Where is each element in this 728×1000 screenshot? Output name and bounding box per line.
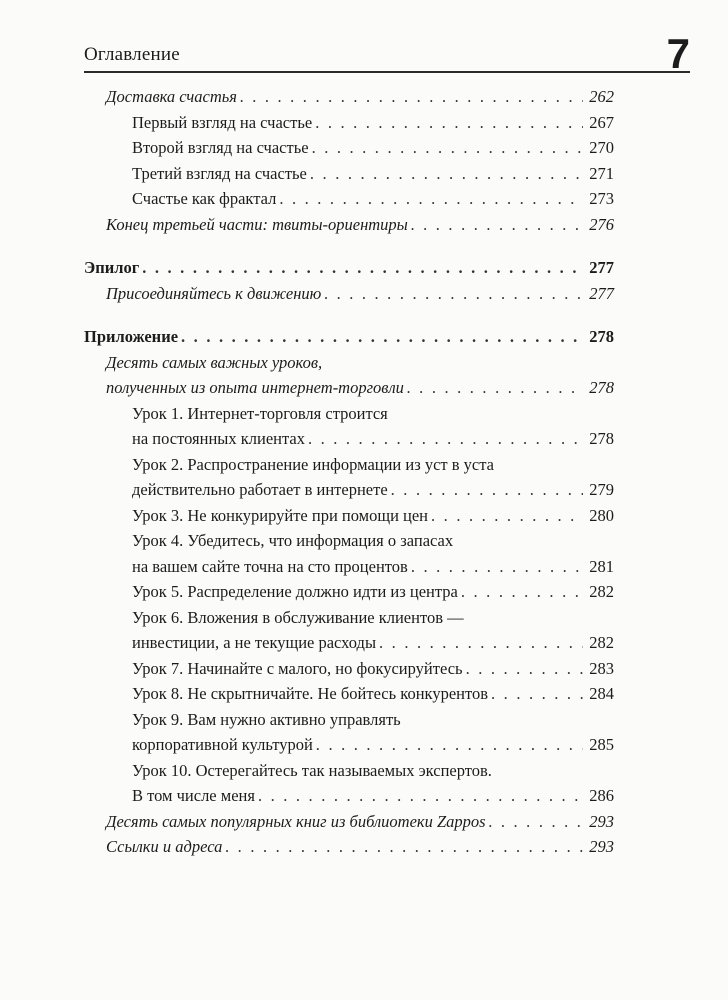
toc-entry-label: Урок 8. Не скрытничайте. Не бойтесь конкурентов: [132, 684, 489, 703]
toc-entry-line: Десять самых важных уроков,: [106, 352, 323, 372]
toc-entry-label: Второй взгляд на счастье: [132, 138, 309, 157]
toc-entry-page: 284: [589, 684, 614, 703]
toc-entry-label: полученных из опыта интернет-торговли: [106, 378, 404, 397]
toc-entry[interactable]: [84, 656, 614, 682]
dot-leader: [491, 681, 583, 707]
toc-entry-page: 280: [589, 505, 614, 525]
toc-entry[interactable]: [84, 426, 614, 452]
toc-entry[interactable]: [84, 135, 614, 161]
toc-entry-page: 270: [589, 138, 614, 157]
toc-entry[interactable]: [84, 161, 614, 187]
toc-entry-page: 293: [589, 811, 614, 831]
toc-entry-page: 278: [589, 429, 614, 448]
section-gap: [84, 306, 614, 324]
dot-leader: [279, 186, 583, 212]
toc-entry-page: 293: [589, 837, 614, 856]
section-gap: [84, 237, 614, 255]
toc-entry-line: Урок 4. Убедитесь, что информация о запасах: [132, 531, 454, 550]
toc-entry-label: корпоративной культурой: [132, 735, 313, 754]
toc-entry[interactable]: [84, 630, 614, 656]
dot-leader: [308, 426, 583, 452]
toc-entry-label: В том числе меня: [132, 786, 255, 805]
toc-entry-label: инвестиции, а не текущие расходы: [132, 633, 377, 652]
running-head-title: Оглавление: [84, 44, 180, 65]
toc-entry-label: Эпилог: [84, 258, 140, 277]
dot-leader: [411, 212, 583, 238]
toc-entry-label: Урок 7. Начинайте с малого, но фокусируйтесь: [132, 658, 463, 678]
toc-entry[interactable]: [84, 477, 614, 503]
toc-entry-label: Приложение: [84, 327, 179, 346]
toc-entry-label: Первый взгляд на счастье: [132, 112, 313, 132]
toc-entry-page: 273: [589, 189, 614, 208]
toc-entry-label: Ссылки и адреса: [106, 837, 223, 856]
toc-entry-page: 283: [589, 658, 614, 678]
toc-entry[interactable]: [84, 375, 614, 401]
toc-entry[interactable]: [84, 681, 614, 707]
toc-entry-page: 277: [589, 258, 614, 277]
toc-entry[interactable]: [84, 732, 614, 758]
toc-entry-page: 271: [589, 163, 614, 183]
toc-entry-label: Присоединяйтесь к движению: [106, 283, 322, 303]
toc-entry-line: Урок 10. Остерегайтесь так называемых экспертов.: [132, 760, 492, 780]
toc-entry[interactable]: [84, 809, 614, 835]
toc-entry[interactable]: [84, 503, 614, 529]
toc-entry[interactable]: [84, 281, 614, 307]
dot-leader: [391, 477, 583, 503]
toc-entry-label: Конец третьей части: твиты-ориентиры: [106, 214, 408, 234]
dot-leader: [225, 834, 583, 860]
toc-entry-line: Урок 1. Интернет-торговля строится: [132, 403, 388, 423]
dot-leader: [240, 84, 583, 110]
dot-leader: [407, 375, 583, 401]
dot-leader: [312, 135, 583, 161]
toc-entry-page: 278: [589, 327, 614, 346]
header-rule: [84, 71, 690, 73]
dot-leader: [316, 732, 583, 758]
toc-entry[interactable]: [84, 110, 614, 136]
toc-entry-page: 285: [589, 735, 614, 754]
toc-entry-label: Десять самых популярных книг из библиотеки Zappos: [106, 811, 486, 831]
toc-section-appendix[interactable]: [84, 324, 614, 350]
toc-entry[interactable]: [84, 579, 614, 605]
toc-entry[interactable]: [84, 783, 614, 809]
dot-leader: [466, 656, 583, 682]
page-number: 7: [666, 30, 690, 77]
toc-section-epilogue[interactable]: [84, 255, 614, 281]
table-of-contents: [84, 84, 614, 860]
toc-entry-page: 278: [589, 378, 614, 397]
toc-entry-page: 267: [589, 112, 614, 132]
toc-entry-page: 277: [589, 283, 614, 303]
toc-entry-label: Доставка счастья: [106, 87, 237, 106]
toc-entry-label: Урок 3. Не конкурируйте при помощи цен: [132, 505, 429, 525]
dot-leader: [310, 161, 583, 187]
toc-entry-page: 279: [589, 480, 614, 499]
dot-leader: [181, 324, 583, 350]
toc-entry-label: на вашем сайте точна на сто процентов: [132, 556, 408, 576]
toc-entry-page: 282: [589, 582, 614, 601]
toc-entry-line: Урок 2. Распространение информации из уст в уста: [132, 454, 494, 474]
toc-entry-label: Урок 5. Распределение должно идти из центра: [132, 582, 458, 601]
toc-entry-page: 276: [589, 214, 614, 234]
dot-leader: [324, 281, 583, 307]
toc-entry[interactable]: [84, 212, 614, 238]
page-header: [84, 26, 690, 77]
toc-entry[interactable]: [84, 186, 614, 212]
toc-entry[interactable]: [84, 834, 614, 860]
toc-entry[interactable]: [84, 84, 614, 110]
toc-entry-label: действительно работает в интернете: [132, 480, 388, 499]
toc-entry-label: Третий взгляд на счастье: [132, 163, 307, 183]
toc-entry-label: на постоянных клиентах: [132, 429, 305, 448]
dot-leader: [431, 503, 583, 529]
toc-entry-page: 282: [589, 633, 614, 652]
dot-leader: [489, 809, 583, 835]
dot-leader: [461, 579, 583, 605]
dot-leader: [411, 554, 583, 580]
toc-entry-page: 281: [589, 556, 614, 576]
toc-entry-line: Урок 9. Вам нужно активно управлять: [132, 709, 401, 729]
toc-entry-line: Урок 6. Вложения в обслуживание клиентов —: [132, 607, 464, 627]
dot-leader: [258, 783, 583, 809]
toc-entry[interactable]: [84, 554, 614, 580]
dot-leader: [142, 255, 583, 281]
toc-entry-page: 262: [589, 87, 614, 106]
toc-entry-label: Счастье как фрактал: [132, 189, 277, 208]
toc-entry-page: 286: [589, 786, 614, 805]
dot-leader: [315, 110, 583, 136]
dot-leader: [379, 630, 583, 656]
